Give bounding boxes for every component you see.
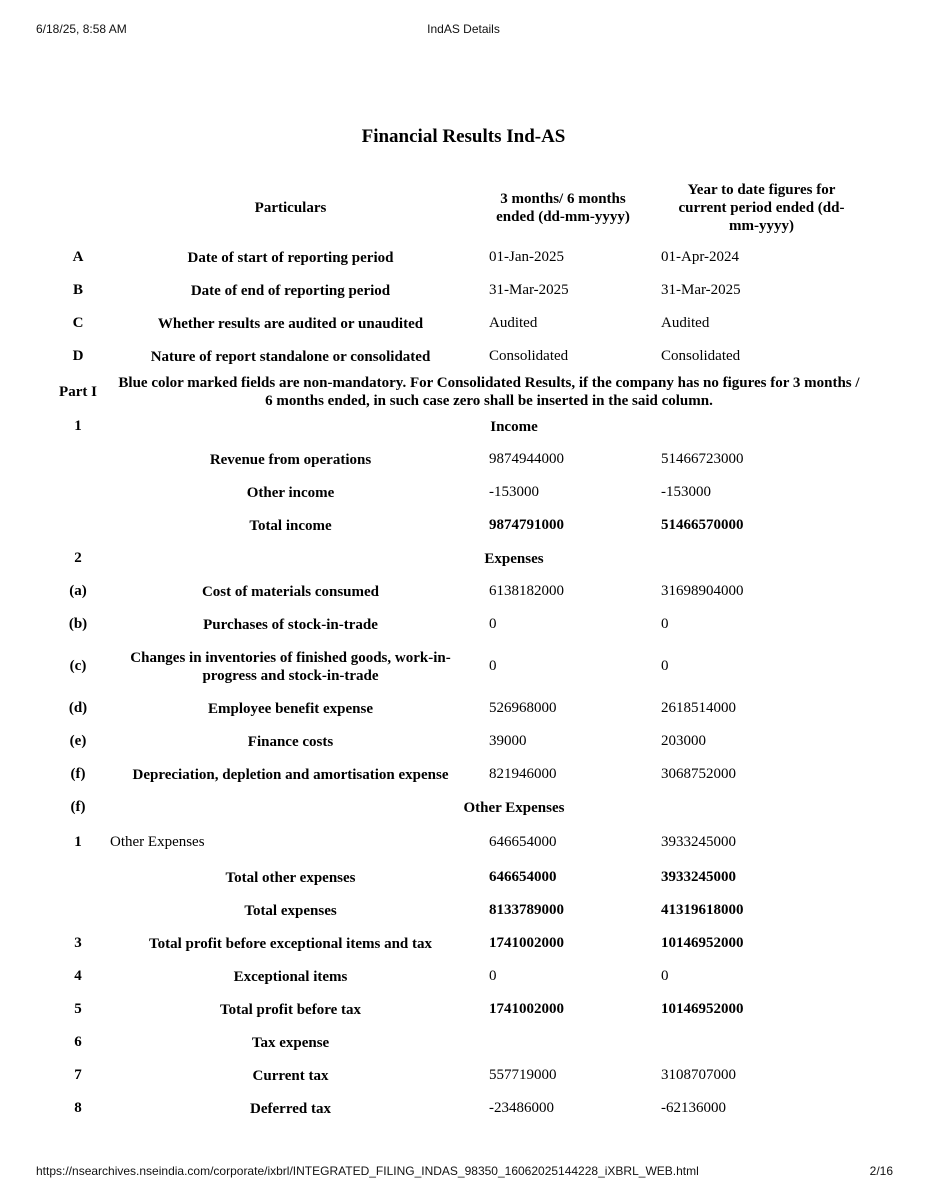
- row-period-value: 0: [489, 968, 497, 984]
- row-label: Current tax: [252, 1067, 329, 1084]
- row-period-value: 1741002000: [489, 935, 564, 951]
- row-ytd-value: Audited: [661, 315, 710, 331]
- table-row: [52, 861, 874, 894]
- row-index: B: [72, 282, 83, 298]
- row-index: (f): [70, 799, 86, 815]
- row-index: 1: [74, 418, 82, 434]
- row-label: Total profit before tax: [220, 1001, 361, 1018]
- row-label: Total profit before exceptional items and tax: [148, 935, 433, 952]
- row-period-value: 557719000: [489, 1067, 557, 1083]
- table-row: [52, 993, 874, 1026]
- row-ytd-value: 3068752000: [661, 766, 736, 782]
- row-index: [52, 476, 104, 509]
- table-row: [52, 1059, 874, 1092]
- row-ytd-value: 51466723000: [661, 451, 744, 467]
- table-row: [52, 960, 874, 993]
- row-ytd-value: 203000: [661, 733, 706, 749]
- row-period-value: 6138182000: [489, 583, 564, 599]
- row-ytd-value: 2618514000: [661, 700, 736, 716]
- row-period-value: -23486000: [489, 1100, 554, 1116]
- table-row: [52, 476, 874, 509]
- row-label: Total expenses: [244, 902, 337, 919]
- print-datetime: 6/18/25, 8:58 AM: [36, 22, 127, 36]
- row-label: Total income: [249, 517, 332, 534]
- table-row: [52, 241, 874, 274]
- section-heading-income: Income: [490, 418, 538, 435]
- section-heading-row: [52, 791, 874, 824]
- section-heading-row: [52, 410, 874, 443]
- table-row: [52, 340, 874, 373]
- table-header-row: [52, 175, 874, 241]
- row-period-value: 9874944000: [489, 451, 564, 467]
- row-ytd-value: [649, 1026, 874, 1059]
- row-index: (f): [70, 766, 86, 782]
- row-period-value: 8133789000: [489, 902, 564, 918]
- row-index: (b): [68, 616, 88, 632]
- row-period-value: 526968000: [489, 700, 557, 716]
- row-ytd-value: 10146952000: [661, 935, 744, 951]
- row-label: Other Expenses: [110, 834, 205, 850]
- row-period-value: 9874791000: [489, 517, 564, 533]
- row-label: Cost of materials consumed: [201, 583, 380, 600]
- header-particulars: Particulars: [254, 200, 327, 216]
- row-index: D: [72, 348, 84, 364]
- header-index-cell: [52, 175, 104, 241]
- row-period-value: Consolidated: [489, 348, 569, 364]
- row-index: (a): [69, 583, 87, 599]
- row-index: 6: [74, 1034, 82, 1050]
- table-row: [52, 443, 874, 476]
- row-ytd-value: 0: [661, 616, 669, 632]
- row-label: Tax expense: [251, 1034, 330, 1051]
- header-period: 3 months/ 6 months ended (dd-mm-yyyy): [496, 191, 630, 225]
- row-ytd-value: 0: [661, 658, 669, 674]
- row-ytd-value: 31698904000: [661, 583, 744, 599]
- row-index: 7: [74, 1067, 82, 1083]
- part-note: Blue color marked fields are non-mandatory. For Consolidated Results, if the company has no figures for 3 months / 6 months ended, in such case zero shall be inserted in the said column.: [118, 374, 860, 409]
- row-period-value: 1741002000: [489, 1001, 564, 1017]
- row-label: Other income: [246, 484, 335, 501]
- row-label: Depreciation, depletion and amortisation expense: [132, 766, 449, 783]
- row-index: (e): [69, 733, 87, 749]
- row-period-value: 646654000: [489, 869, 557, 885]
- row-ytd-value: 41319618000: [661, 902, 744, 918]
- row-label: Employee benefit expense: [208, 700, 373, 717]
- row-index: (c): [69, 658, 87, 674]
- row-ytd-value: 3933245000: [661, 834, 736, 850]
- row-label: Revenue from operations: [209, 451, 372, 468]
- row-period-value: 31-Mar-2025: [489, 282, 569, 298]
- table-row: [52, 758, 874, 791]
- row-label: Date of end of reporting period: [190, 282, 391, 299]
- row-index: (d): [68, 700, 88, 716]
- row-label: Nature of report standalone or consolidated: [150, 348, 431, 365]
- row-label: Date of start of reporting period: [187, 249, 394, 266]
- row-label: Deferred tax: [250, 1100, 331, 1117]
- table-row: [52, 307, 874, 340]
- section-heading-other-expenses: Other Expenses: [463, 799, 565, 816]
- table-row: [52, 274, 874, 307]
- row-period-value: 0: [489, 658, 497, 674]
- row-period-value: 821946000: [489, 766, 557, 782]
- row-index: 8: [74, 1100, 82, 1116]
- row-ytd-value: Consolidated: [661, 348, 741, 364]
- row-index: 4: [74, 968, 82, 984]
- table-row: [52, 575, 874, 608]
- row-index: [52, 443, 104, 476]
- row-period-value: Audited: [489, 315, 538, 331]
- section-heading-expenses: Expenses: [484, 550, 544, 567]
- row-index: 3: [74, 935, 82, 951]
- row-index: [52, 894, 104, 927]
- row-index: 1: [74, 834, 82, 850]
- part-index: Part I: [59, 383, 97, 400]
- row-index: C: [72, 315, 84, 331]
- table-row: [52, 509, 874, 542]
- row-ytd-value: -153000: [661, 484, 711, 500]
- table-row: [52, 692, 874, 725]
- row-ytd-value: 01-Apr-2024: [661, 249, 740, 265]
- financial-results-table: [52, 175, 874, 1125]
- print-page-title: IndAS Details: [427, 22, 500, 36]
- row-label: Finance costs: [247, 733, 334, 750]
- row-index: [52, 861, 104, 894]
- table-row: [52, 641, 874, 692]
- row-label: Changes in inventories of finished goods, work-in-progress and stock-in-trade: [130, 649, 451, 684]
- table-row: [52, 725, 874, 758]
- row-period-value: 646654000: [489, 834, 557, 850]
- table-row: [52, 927, 874, 960]
- row-period-value: 01-Jan-2025: [489, 249, 564, 265]
- row-index: [52, 509, 104, 542]
- table-row: [52, 894, 874, 927]
- page-title: Financial Results Ind-AS: [361, 126, 566, 147]
- print-url: https://nsearchives.nseindia.com/corporate/ixbrl/INTEGRATED_FILING_INDAS_98350_16062025144228_iXBRL_WEB.html: [36, 1164, 699, 1178]
- row-index: 5: [74, 1001, 82, 1017]
- row-ytd-value: 31-Mar-2025: [661, 282, 741, 298]
- row-period-value: [477, 1026, 649, 1059]
- header-ytd: Year to date figures for current period ended (dd-mm-yyyy): [678, 182, 845, 234]
- row-label: Exceptional items: [233, 968, 348, 985]
- row-ytd-value: 51466570000: [661, 517, 744, 533]
- row-label: Total other expenses: [225, 869, 356, 886]
- table-row: [52, 824, 874, 861]
- row-index: 2: [74, 550, 82, 566]
- row-period-value: 39000: [489, 733, 527, 749]
- row-ytd-value: 0: [661, 968, 669, 984]
- row-ytd-value: 3108707000: [661, 1067, 736, 1083]
- print-page-number: 2/16: [869, 1164, 893, 1178]
- table-row: [52, 608, 874, 641]
- table-row: [52, 1092, 874, 1125]
- row-label: Whether results are audited or unaudited: [157, 315, 424, 332]
- row-ytd-value: -62136000: [661, 1100, 726, 1116]
- part-note-row: [52, 373, 874, 410]
- row-ytd-value: 10146952000: [661, 1001, 744, 1017]
- row-label: Purchases of stock-in-trade: [203, 616, 378, 633]
- row-ytd-value: 3933245000: [661, 869, 736, 885]
- section-heading-row: [52, 542, 874, 575]
- row-period-value: 0: [489, 616, 497, 632]
- row-period-value: -153000: [489, 484, 539, 500]
- row-index: A: [72, 249, 84, 265]
- table-row: [52, 1026, 874, 1059]
